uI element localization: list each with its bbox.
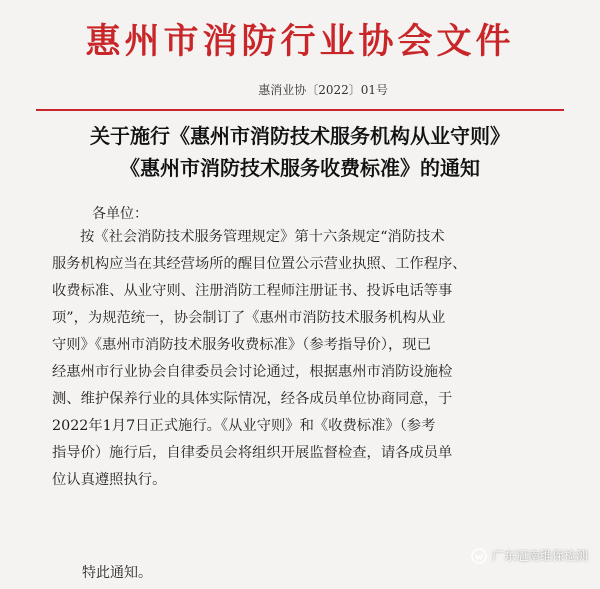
red-divider-line — [36, 109, 564, 111]
wechat-channel-icon — [471, 548, 487, 564]
body-line: 服务机构应当在其经营场所的醒目位置公示营业执照、工作程序、 — [52, 256, 467, 272]
body-line: 守则》《惠州市消防技术服务收费标准》（参考指导价），现已 — [52, 337, 431, 353]
body-line: 项”，为规范统一，协会制订了《惠州市消防技术服务机构从业 — [52, 310, 446, 326]
notice-title-line-1: 关于施行《惠州市消防技术服务机构从业守则》 — [90, 124, 510, 148]
body-line: 位认真遵照执行。 — [52, 472, 167, 488]
closing-remark: 特此通知。 — [82, 565, 152, 581]
notice-title-line-2: 《惠州市消防技术服务收费标准》的通知 — [120, 156, 480, 180]
salutation: 各单位： — [92, 206, 148, 222]
body-line: 测、维护保养行业的具体实际情况，经各成员单位协商同意，于 — [52, 391, 453, 407]
body-line: 2022年1月7日正式施行。《从业守则》和《收费标准》（参考 — [52, 418, 436, 434]
org-header-title: 惠州市消防行业协会文件 — [85, 21, 515, 62]
body-line: 经惠州市行业协会自律委员会讨论通过，根据惠州市消防设施检 — [52, 364, 453, 380]
watermark-text: 广东冠南维保检测 — [491, 549, 588, 563]
body-line: 收费标准、从业守则、注册消防工程师注册证书、投诉电话等事 — [52, 283, 453, 299]
source-watermark — [471, 547, 588, 564]
body-line: 按《社会消防技术服务管理规定》第十六条规定“消防技术 — [80, 229, 445, 245]
notice-body — [52, 224, 564, 494]
notice-title — [0, 120, 600, 184]
body-line: 指导价）施行后，自律委员会将组织开展监督检查，请各成员单 — [52, 445, 453, 461]
document-number: 惠消业协〔2022〕01号 — [258, 83, 388, 97]
